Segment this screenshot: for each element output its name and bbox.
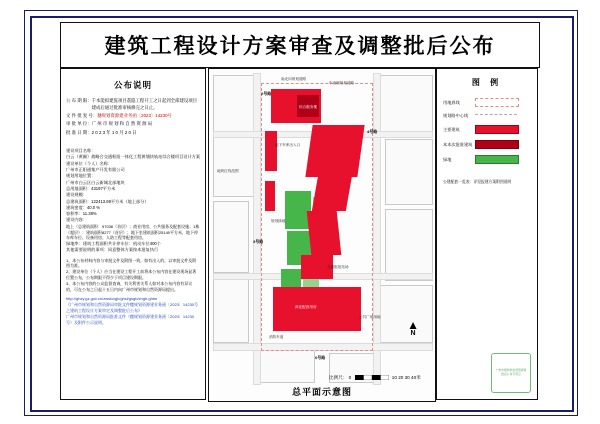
context-block bbox=[385, 139, 433, 205]
legend-swatch-boundary bbox=[475, 98, 519, 107]
north-arrow-icon: ▲ bbox=[407, 318, 419, 332]
context-block bbox=[257, 349, 315, 383]
announcement-heading: 公布说明 bbox=[113, 80, 152, 90]
legend-swatch-building bbox=[475, 125, 519, 134]
info-item: 建设内容： bbox=[66, 217, 87, 223]
parcel-label: 南北向规划道路 bbox=[281, 77, 307, 81]
link-line: 广州市规划和自然资源局批准文件（穗规划资源建业务函〔2023〕14230号）及附件公示说明。 bbox=[66, 313, 195, 325]
info-item: 广州市正阳通集产开发有限公司 bbox=[66, 167, 125, 173]
scale-tick: 20 bbox=[398, 375, 404, 381]
page-title: 建筑工程设计方案审查及调整批后公布 bbox=[104, 34, 496, 58]
legend-item: 用地界线 bbox=[443, 98, 531, 107]
sheet-title-bar bbox=[60, 22, 540, 68]
approved-building bbox=[305, 125, 364, 177]
legend-swatch-approved bbox=[475, 140, 519, 149]
info-item: 建设项目名称： bbox=[66, 148, 96, 154]
info-item: 广州市白云区白云新城北部地块 bbox=[66, 179, 125, 185]
scale-tick: 30 bbox=[404, 375, 410, 381]
context-block bbox=[385, 209, 433, 281]
announcement-row: 审 批 单 位： 广 州 市 规 划 和 自 然 资 源 局 bbox=[66, 121, 153, 127]
road-strip bbox=[373, 73, 381, 385]
context-block bbox=[213, 75, 255, 133]
announcement-notes bbox=[66, 258, 200, 293]
road-label: 4号路 bbox=[367, 129, 378, 134]
context-block bbox=[213, 277, 249, 343]
info-item: 总建筑面积：122413.69平方米（地上部分） bbox=[66, 198, 149, 204]
scale-tick: 10 bbox=[391, 375, 397, 381]
link-line: 《广州市规划和自然资源局审批文件穗规划资源建业务函〔2023〕14230号之建筑工程设计方案审定及调整批后公布》 bbox=[66, 302, 199, 314]
note-item: 3、本公布内容的公众监督查询，有关利害关系人如对本公布内容有异议的，可在公布之日起十五日内向广州市规划和自然资源局提出。 bbox=[66, 280, 193, 292]
info-item: 总用地面积：43197平方米 bbox=[66, 185, 116, 191]
legend-note: 公建配套一览表：详见报建方案附图说明 bbox=[443, 180, 512, 184]
site-plan-panel bbox=[208, 68, 436, 402]
info-item: 容积率：11.38% bbox=[66, 211, 97, 217]
scale-label: 比例尺： bbox=[329, 375, 348, 381]
announcement-rows bbox=[66, 98, 200, 137]
info-item: 白云（黄圃）战略合交通枢纽一体化工程黄埔快轨站综合楼项目设计方案 bbox=[66, 154, 201, 160]
parcel-label: 地下车库出入口 bbox=[275, 143, 301, 147]
approved-building bbox=[265, 131, 277, 171]
road-label: 3号路 bbox=[253, 239, 264, 244]
official-stamp: 广州市规划和自然资源局 批后公布专用章 bbox=[491, 353, 531, 393]
legend-item: 规划路中心线 bbox=[443, 113, 531, 119]
info-item: 规划用地位置： bbox=[66, 173, 96, 179]
scale-tick: 0 bbox=[348, 375, 352, 381]
announcement-links bbox=[66, 296, 200, 325]
legend-swatch-centerline bbox=[475, 114, 517, 119]
legend-item: 绿地 bbox=[443, 155, 531, 164]
scale-graphic bbox=[355, 375, 389, 381]
info-item: 建设单位（个人）名称： bbox=[66, 160, 113, 166]
note-item: 1、本公布材料内容与审批文件及附图一致，如有出入的，以审批文件及附图为准。 bbox=[66, 257, 197, 269]
scale-bar bbox=[329, 375, 421, 381]
legend-item: 本本次批准建筑 bbox=[443, 140, 531, 149]
info-item: 地上（总建筑面积：97036（首层）；商业用房、公共服务及配套设施；1栋（超层）：建筑面积8277（首层）；地下室建筑面积25140平方米，地下停车库车位、设备用房、人防工程等配套用房。 bbox=[66, 223, 200, 241]
parcel-label: 交通枢纽站场 bbox=[327, 265, 349, 269]
scale-tick: 40米 bbox=[411, 375, 421, 381]
parcel-label: 公共广场用地 bbox=[359, 315, 381, 319]
legend-item: 主要建筑 bbox=[443, 125, 531, 134]
map-caption: 总平面示意图 bbox=[291, 387, 352, 397]
context-block bbox=[213, 201, 249, 273]
road-label: 6号路 bbox=[315, 355, 326, 360]
parcel-label: 商业配套用房 bbox=[295, 305, 317, 309]
parcel-label: 规划绿地 bbox=[271, 219, 286, 223]
approved-building bbox=[273, 287, 361, 331]
legend-swatch-green bbox=[475, 155, 519, 164]
announcement-row: 批 准 日 期： 2 0 2 3 年 1 0 月 2 0 日 bbox=[66, 129, 137, 135]
context-block bbox=[379, 75, 433, 135]
link-line[interactable]: http://ghzy.gz.gov.cn/zwsl/cqjk/ghsl/gsgb/zhgb.ghtm bbox=[66, 296, 158, 302]
north-label: N bbox=[410, 330, 416, 337]
announcement-row: 公 布 期 限： 千本能拟建旌项目荔隐工程开工之日起到全部建设项目建成后通过批准审核修完之日止。 bbox=[66, 98, 198, 110]
approved-building bbox=[265, 181, 275, 211]
parcel-label: 综合服务楼 bbox=[299, 105, 317, 109]
info-item: 绿地率：建筑工程面积共计停车位：机动车位400个 bbox=[66, 241, 161, 247]
road-label: 2号路 bbox=[261, 91, 272, 96]
north-arrow bbox=[407, 318, 419, 337]
approved-building bbox=[312, 175, 352, 211]
announcement-row: 文 件 批 复 号： 穗规划资源建业务函〔2023〕14230号 bbox=[66, 113, 172, 119]
approved-building bbox=[307, 211, 342, 255]
legend-list bbox=[443, 98, 531, 164]
announcement-panel bbox=[60, 68, 206, 400]
context-block bbox=[379, 285, 433, 343]
road-strip bbox=[253, 73, 264, 385]
info-item: 其他需要说明的事项：同意整体方案按本批复执行 bbox=[66, 247, 159, 253]
note-item: 2、建设单位（个人）应当在建设工程开工前将本公布内容在建设现场显著位置公布，公布期限不得少于项目建设期限。 bbox=[66, 269, 197, 281]
parcel-label: 东南侧规划道路 bbox=[329, 81, 355, 85]
project-info bbox=[66, 148, 200, 254]
legend-panel bbox=[436, 68, 538, 400]
info-item: 建筑密度：40.0 % bbox=[66, 204, 100, 210]
parcel-label: 地块红线范围 bbox=[217, 169, 239, 173]
info-item: 建设规模： bbox=[66, 192, 87, 198]
legend-heading: 图 例 bbox=[471, 78, 503, 87]
parcel-label: 消防车道 bbox=[269, 335, 284, 339]
context-block bbox=[213, 135, 255, 197]
